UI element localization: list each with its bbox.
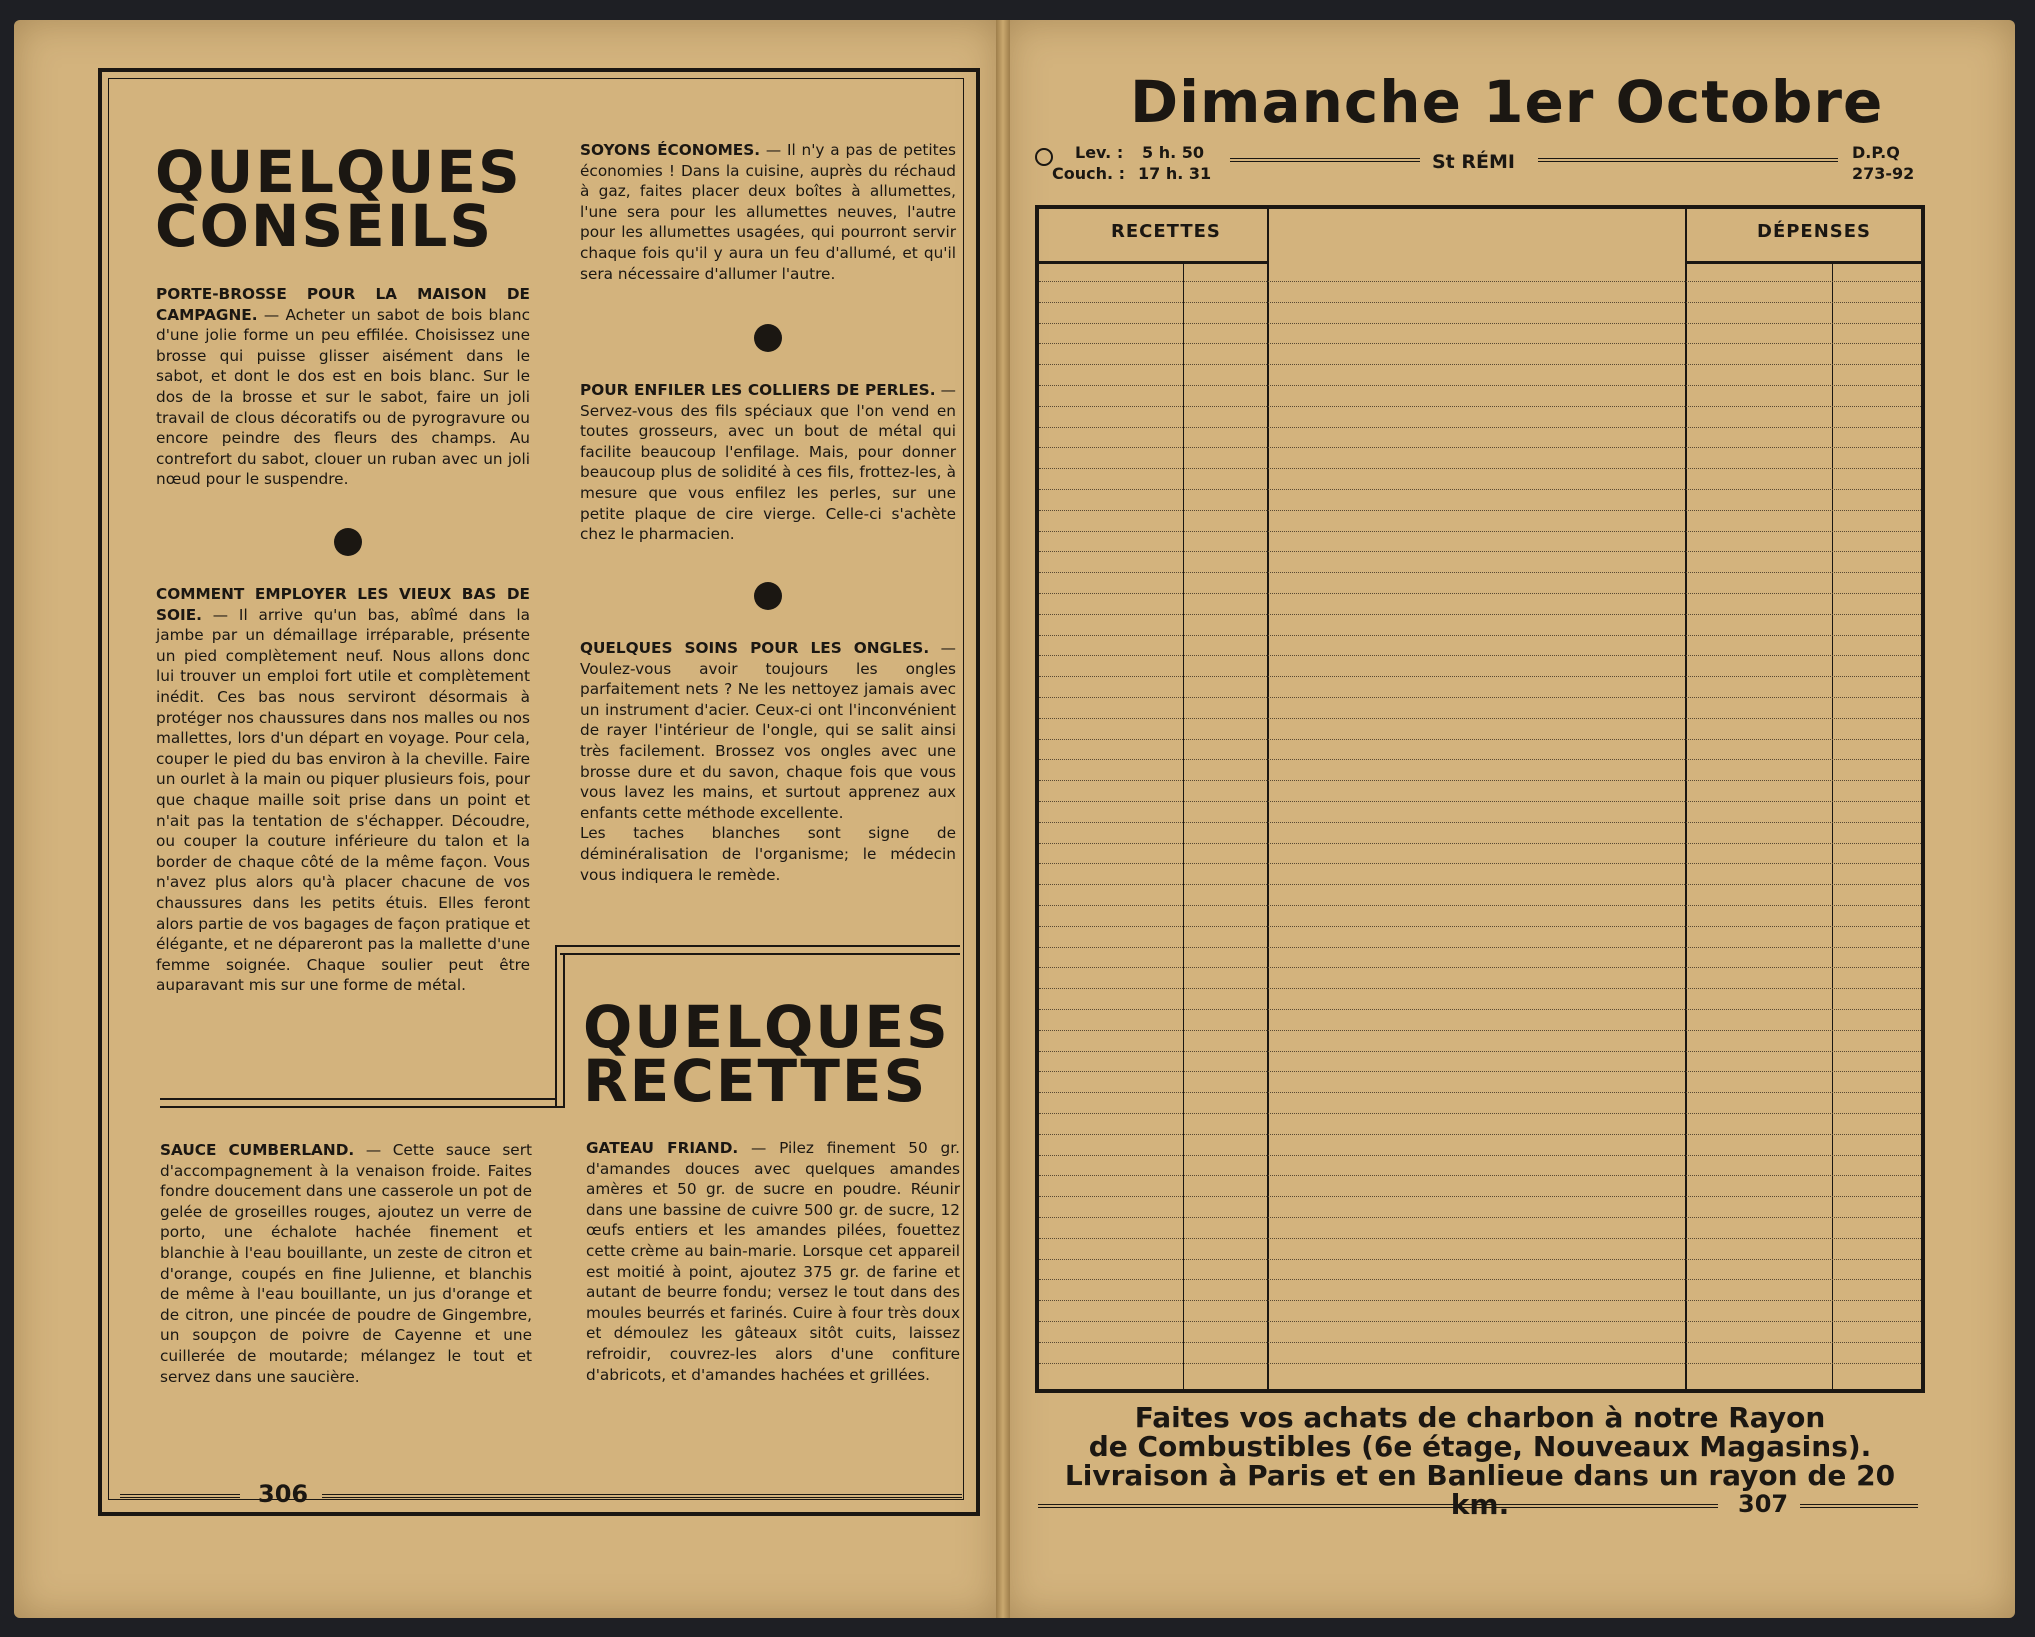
ledger-row-line xyxy=(1039,1321,1921,1322)
ledger-row-line xyxy=(1039,323,1921,324)
sun-icon xyxy=(1035,148,1053,166)
article-heading: POUR ENFILER LES COLLIERS DE PERLES. xyxy=(580,381,936,399)
footer-rule xyxy=(120,1494,240,1498)
ledger-row-line xyxy=(1039,697,1921,698)
sun-rise-time: 5 h. 50 xyxy=(1142,143,1205,162)
header-rule xyxy=(1230,158,1420,162)
ledger-row-line xyxy=(1039,843,1921,844)
footer-line: Livraison à Paris et en Banlieue dans un rayon de 20 km. xyxy=(1064,1459,1896,1521)
ledger-row-line xyxy=(1039,863,1921,864)
ledger-table xyxy=(1035,205,1925,1393)
recipe-heading: GATEAU FRIAND. xyxy=(586,1139,739,1157)
ledger-row-line xyxy=(1039,801,1921,802)
ledger-row-line xyxy=(1039,967,1921,968)
divider-line xyxy=(555,945,960,947)
ledger-row-line xyxy=(1039,655,1921,656)
bullet-dot xyxy=(334,528,362,556)
title-recettes-line1: QUELQUES xyxy=(583,993,950,1061)
page-number-left: 306 xyxy=(258,1480,309,1508)
ledger-row-line xyxy=(1039,593,1921,594)
ledger-row-line xyxy=(1039,759,1921,760)
article-bas-de-soie xyxy=(156,584,530,996)
depenses-header: DÉPENSES xyxy=(1757,221,1872,242)
ledger-row-line xyxy=(1039,1238,1921,1239)
ledger-row-line xyxy=(1039,739,1921,740)
footer-rule xyxy=(322,1494,962,1498)
ledger-row-line xyxy=(1039,1342,1921,1343)
sun-rise-label: Lev. : xyxy=(1075,143,1124,162)
bullet-dot xyxy=(754,324,782,352)
ledger-row-line xyxy=(1039,822,1921,823)
ledger-row-line xyxy=(1039,551,1921,552)
ledger-row-line xyxy=(1039,468,1921,469)
ledger-row-line xyxy=(1039,780,1921,781)
ledger-row-line xyxy=(1039,1009,1921,1010)
recettes-header: RECETTES xyxy=(1111,221,1221,242)
title-recettes xyxy=(583,993,950,1115)
sun-set-time: 17 h. 31 xyxy=(1138,164,1212,183)
article-heading: QUELQUES SOINS POUR LES ONGLES. xyxy=(580,639,930,657)
footer-rule xyxy=(1800,1504,1918,1508)
ledger-row-line xyxy=(1039,427,1921,428)
ledger-header-rule xyxy=(1039,261,1267,264)
ledger-subcol xyxy=(1183,261,1184,1389)
ledger-row-line xyxy=(1039,635,1921,636)
footer-line: Faites vos achats de charbon à notre Rayon xyxy=(1134,1401,1826,1434)
article-body: — Il n'y a pas de petites économies ! Dans la cuisine, auprès du réchaud à gaz, faites placer deux boîtes à allumettes, l'une sera pour les allumettes neuves, l'autre pour les allumettes usagées, qui pourront servir chaque fois qu'il y aura un feu d'allumé, et qu'il sera nécessaire d'allumer l'autre. xyxy=(580,141,956,283)
day-count: 273-92 xyxy=(1852,164,1915,183)
ledger-subcol xyxy=(1832,261,1833,1389)
divider-vertical xyxy=(555,945,557,1107)
divider-line xyxy=(160,1106,565,1108)
ledger-row-line xyxy=(1039,1363,1921,1364)
recipe-body: — Pilez finement 50 gr. d'amandes douces avec quelques amandes amères et 50 gr. de sucre en poudre. Réunir dans une bassine de cuivre 500 gr. de sucre, 12 œufs entiers et les amandes pilées, fouettez cette crème au bain-marie. Lorsque cet appareil est moitié à point, ajoutez 375 gr. de farine et autant de beurre fondu; versez le tout dans des moules beurrés et farinés. Cuire à four très doux et démoulez les gâteaux sitôt cuits, laissez refroidir, couvrez-les alors d'une confiture d'abricots, et d'amandes hachées et grillées. xyxy=(586,1139,960,1384)
title-conseils-line2: CONSEILS xyxy=(155,192,494,260)
ledger-row-line xyxy=(1039,1030,1921,1031)
book-spine xyxy=(996,20,1010,1618)
footer-rule xyxy=(1038,1504,1718,1508)
ledger-row-line xyxy=(1039,1071,1921,1072)
day-title: Dimanche 1er Octobre xyxy=(1130,68,1884,136)
ledger-header-rule xyxy=(1685,261,1921,264)
footer-ad xyxy=(1035,1403,1925,1519)
ledger-row-line xyxy=(1039,1259,1921,1260)
article-heading: PORTE-BROSSE POUR LA MAISON DE CAMPAGNE. xyxy=(156,285,530,324)
ledger-row-line xyxy=(1039,1300,1921,1301)
ledger-row-line xyxy=(1039,1217,1921,1218)
sun-set-label: Couch. : xyxy=(1052,164,1126,183)
ledger-row-line xyxy=(1039,1092,1921,1093)
ledger-row-line xyxy=(1039,718,1921,719)
title-conseils-line1: QUELQUES xyxy=(155,138,522,206)
page-number-right: 307 xyxy=(1738,1490,1789,1518)
article-body: — Il arrive qu'un bas, abîmé dans la jambe par un démaillage irréparable, présente un pied complètement neuf. Nous allons donc lui trouver un emploi fort utile et complètement inédit. Ces bas nous serviront désormais à protéger nos chaussures dans nos malles ou nos mallettes, lors d'un départ en voyage. Pour cela, couper le pied du bas environ à la cheville. Faire un ourlet à la main ou piquer plusieurs fois, pour que chaque maille soit prise dans un point et n'ait pas la tentation de s'échapper. Découdre, ou couper la couture inférieure du talon et la border de chaque côté de la même façon. Vous n'avez plus alors qu'à placer chacune de vos chaussures dans les petits étuis. Elles feront alors partie de vos bagages de façon pratique et élégante, et ne dépareront pas la mallette d'une femme soignée. Chaque soulier peut être auparavant mis sur une forme de métal. xyxy=(156,605,530,995)
ledger-row-line xyxy=(1039,572,1921,573)
divider-line xyxy=(560,953,960,955)
recipe-heading: SAUCE CUMBERLAND. xyxy=(160,1141,355,1159)
ledger-row-line xyxy=(1039,676,1921,677)
ledger-row-line xyxy=(1039,406,1921,407)
ledger-row-line xyxy=(1039,926,1921,927)
ledger-row-line xyxy=(1039,947,1921,948)
ledger-row-line xyxy=(1039,1155,1921,1156)
ledger-row-line xyxy=(1039,884,1921,885)
ledger-row-line xyxy=(1039,1051,1921,1052)
title-recettes-line2: RECETTES xyxy=(583,1047,928,1115)
divider-vertical xyxy=(563,953,565,1108)
ledger-row-line xyxy=(1039,1113,1921,1114)
recipe-body: — Cette sauce sert d'accompagnement à la venaison froide. Faites fondre doucement dans une casserole un pot de gelée de groseilles rouges, ajoutez un verre de porto, une échalote hachée finement et blanchie à l'eau bouillante, un zeste de citron et d'orange, coupés en fine Julienne, et blanchis de même à l'eau bouillante, un jus d'orange et de citron, une pincée de poudre de Gingembre, un soupçon de poivre de Cayenne et une cuillerée de moutarde; mélangez le tout et servez dans une saucière. xyxy=(160,1141,532,1386)
ledger-row-line xyxy=(1039,447,1921,448)
ledger-row-line xyxy=(1039,302,1921,303)
ledger-row-line xyxy=(1039,531,1921,532)
article-soyons-economes xyxy=(580,140,956,284)
recipe-gateau-friand xyxy=(586,1138,960,1385)
article-porte-brosse xyxy=(156,284,530,490)
footer-line: de Combustibles (6e étage, Nouveaux Magasins). xyxy=(1088,1430,1872,1463)
ledger-row-line xyxy=(1039,489,1921,490)
ledger-row-line xyxy=(1039,385,1921,386)
article-body: — Acheter un sabot de bois blanc d'une jolie forme un peu effilée. Choisissez une brosse qui puisse glisser aisément dans le sabot, et dont le dos est en bois blanc. Sur le dos de la brosse et sur le sabot, faire un joli travail de clous décoratifs ou de pyrogravure ou encore peindre des fleurs des champs. Au contrefort du sabot, clouer un ruban avec un joli nœud pour le suspendre. xyxy=(156,305,530,489)
moon-phase: D.P.Q xyxy=(1852,143,1900,162)
ledger-row-line xyxy=(1039,364,1921,365)
article-heading: COMMENT EMPLOYER LES VIEUX BAS DE SOIE. xyxy=(156,585,530,624)
ledger-row-line xyxy=(1039,1134,1921,1135)
article-body: — Servez-vous des fils spéciaux que l'on vend en toutes grosseurs, avec un bout de métal qui facilite beaucoup l'enfilage. Mais, pour donner beaucoup plus de solidité à ces fils, frottez-les, à mesure que vous enfilez les perles, sur une petite plaque de cire vierge. Celle-ci s'achète chez le pharmacien. xyxy=(580,381,956,544)
article-colliers-perles xyxy=(580,380,956,545)
ledger-row-line xyxy=(1039,1175,1921,1176)
ledger-row-line xyxy=(1039,281,1921,282)
ledger-row-line xyxy=(1039,1279,1921,1280)
ledger-row-line xyxy=(1039,988,1921,989)
saint-name: St RÉMI xyxy=(1432,151,1515,173)
ledger-col-divider xyxy=(1267,209,1269,1389)
recipe-sauce-cumberland xyxy=(160,1140,532,1387)
title-conseils xyxy=(155,138,522,260)
divider-line xyxy=(160,1098,557,1100)
article-soins-ongles xyxy=(580,638,956,885)
ledger-row-line xyxy=(1039,614,1921,615)
article-body-2: Les taches blanches sont signe de déminéralisation de l'organisme; le médecin vous indiquera le remède. xyxy=(580,824,956,884)
ledger-row-line xyxy=(1039,343,1921,344)
bullet-dot xyxy=(754,582,782,610)
article-body: — Voulez-vous avoir toujours les ongles parfaitement nets ? Ne les nettoyez jamais avec un instrument d'acier. Ceux-ci ont l'inconvénient de rayer l'intérieur de l'ongle, qui se salit ainsi très facilement. Brossez vos ongles avec une brosse dure et du savon, chaque fois que vous vous lavez les mains, et surtout apprenez aux enfants cette méthode excellente. xyxy=(580,639,956,822)
ledger-row-line xyxy=(1039,510,1921,511)
ledger-row-line xyxy=(1039,905,1921,906)
ledger-col-divider xyxy=(1685,209,1687,1389)
header-rule xyxy=(1538,158,1838,162)
article-heading: SOYONS ÉCONOMES. xyxy=(580,141,761,159)
ledger-row-line xyxy=(1039,1196,1921,1197)
